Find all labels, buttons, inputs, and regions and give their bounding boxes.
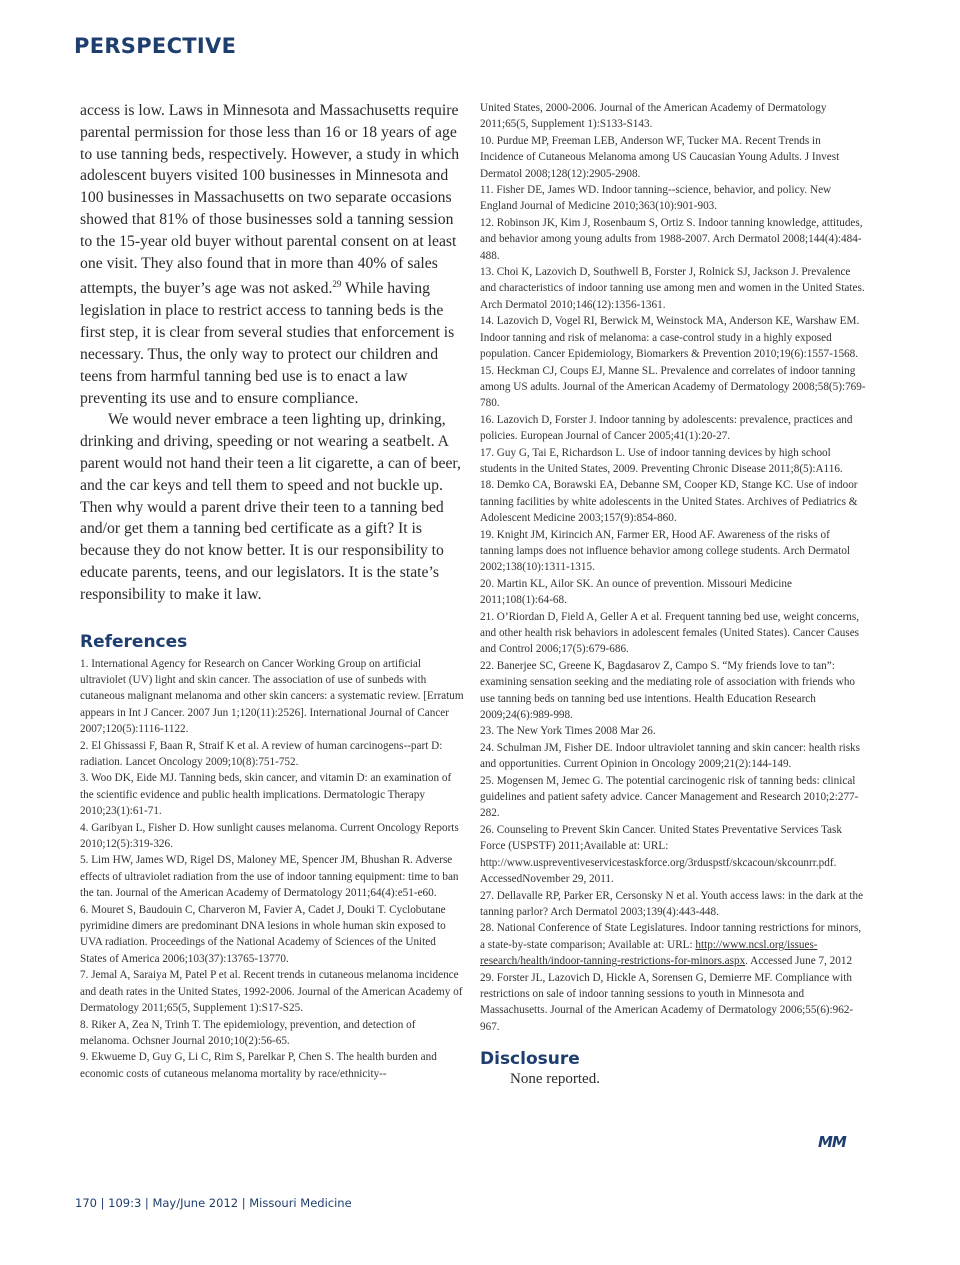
page-footer: 170 | 109:3 | May/June 2012 | Missouri Medicine bbox=[75, 1196, 352, 1210]
reference-item: 25. Mogensen M, Jemec G. The potential carcinogenic risk of tanning beds: clinical guidelines and patient safety advice. Cancer Management and Research 2010;2:277-282. bbox=[480, 774, 859, 820]
reference-item: 1. International Agency for Research on Cancer Working Group on artificial ultraviolet (UV) light and skin cancer. The association of use of sunbeds with cutaneous malignant melanoma and other skin cancers: a systematic review. [Erratum appears in Int J Cancer. 2007 Jun 1;120(11):2526]. International Journal of Cancer 2007;120(5):1116-1122. bbox=[80, 657, 464, 736]
reference-item: 21. O’Riordan D, Field A, Geller A et al. Frequent tanning bed use, weight concerns, and other health risk behaviors in adolescent females (United States). Cancer Causes and Control 2006;17(5):679-686. bbox=[480, 610, 860, 656]
reference-item: 6. Mouret S, Baudouin C, Charveron M, Favier A, Cadet J, Douki T. Cyclobutane pyrimidine dimers are predominant DNA lesions in whole human skin exposed to UVA radiation. Proceedings of the National Academy of Sciences of the United States of America 2006;103(37):13765-13770. bbox=[80, 903, 446, 965]
reference-item: 2. El Ghissassi F, Baan R, Straif K et al. A review of human carcinogens--part D: radiation. Lancet Oncology 2009;10(8):751-752. bbox=[80, 739, 443, 768]
references-heading: References bbox=[80, 631, 188, 652]
reference-item: 13. Choi K, Lazovich D, Southwell B, Forster J, Rolnick SJ, Jackson J. Prevalence and characteristics of indoor tanning use among men and women in the United States. Arch Dermatol 2010;146(12):1356-1361. bbox=[480, 266, 865, 311]
reference-item: 8. Riker A, Zea N, Trinh T. The epidemiology, prevention, and detection of melanoma. Ochsner Journal 2010;10(2):56-65. bbox=[80, 1018, 416, 1047]
left-column bbox=[80, 100, 464, 1082]
reference-item: 4. Garibyan L, Fisher D. How sunlight causes melanoma. Current Oncology Reports 2010;12(5):319-326. bbox=[80, 821, 459, 851]
reference-item: 15. Heckman CJ, Coups EJ, Manne SL. Prevalence and correlates of indoor tanning among US adults. Journal of the American Academy of Dermatology 2008;58(5):769-780. bbox=[480, 364, 866, 410]
reference-item: 5. Lim HW, James WD, Rigel DS, Maloney ME, Spencer JM, Bhushan R. Adverse effects of ultraviolet radiation from the use of indoor tanning equipment: time to ban the tan. Journal of the American Academy of Dermatology 2011;64(4):e51-e60. bbox=[80, 854, 459, 900]
reference-item: 26. Counseling to Prevent Skin Cancer. United States Preventative Services Task Force (USPSTF) 2011;Available at: URL: http://www.uspreventiveservicestaskforce.org/3rduspstf/skcacoun/skcounrr.pdf. AccessedNovember 29, 2011. bbox=[480, 823, 842, 886]
article-body bbox=[80, 100, 464, 606]
citation-superscript: 29 bbox=[332, 279, 342, 290]
reference-item: 19. Knight JM, Kirincich AN, Farmer ER, Hood AF. Awareness of the risks of tanning lamps does not influence behavior among college students. Arch Dermatol 2002;138(10):1311-1315. bbox=[480, 528, 851, 574]
reference-item: 20. Martin KL, Ailor SK. An ounce of prevention. Missouri Medicine 2011;108(1):64-68. bbox=[480, 577, 792, 607]
references-list-left bbox=[80, 656, 464, 1083]
reference-item: 23. The New York Times 2008 Mar 26. bbox=[480, 725, 656, 738]
disclosure-heading: Disclosure bbox=[480, 1049, 580, 1070]
reference-item-29: 29. Forster JL, Lazovich D, Hickle A, Sorensen G, Demierre MF. Compliance with restrictions on sale of indoor tanning sessions to youth in Minnesota and Massachusetts. Journal of the American Academy of Dermatology 2006;55(6):962-967. bbox=[480, 971, 854, 1033]
reference-item: 16. Lazovich D, Forster J. Indoor tanning by adolescents: prevalence, practices and policies. European Journal of Cancer 2005;41(1):20-27. bbox=[480, 413, 853, 443]
reference-item: 14. Lazovich D, Vogel RI, Berwick M, Weinstock MA, Anderson KE, Warshaw EM. Indoor tanning and risk of melanoma: a case-control study in a highly exposed population. Cancer Epidemiology, Biomarkers & Prevention 2010;19(6):1557-1568. bbox=[480, 315, 860, 361]
disclosure-text: None reported. bbox=[510, 1071, 600, 1088]
reference-item: 10. Purdue MP, Freeman LEB, Anderson WF, Tucker MA. Recent Trends in Incidence of Cutaneous Melanoma among US Caucasian Young Adults. J Invest Dermatol 2008;128(12):2905-2908. bbox=[480, 134, 840, 180]
missouri-medicine-logo: MM bbox=[818, 1133, 846, 1151]
reference-item-28 bbox=[480, 920, 866, 969]
reference-28-prefix: 28. National Conference of State Legislatures. Indoor tanning restrictions for minors, a state-by-state comparison; Available at: URL: bbox=[480, 922, 862, 951]
right-column bbox=[480, 100, 866, 1088]
body-paragraph-1-tail: While having legislation in place to restrict access to tanning beds is the first step, it is clear from several studies that enforcement is necessary. Thus, the only way to protect our children and teens from harmful tanning bed use is to enact a law preventing its use and to ensure compliance. bbox=[80, 280, 455, 407]
reference-28-link[interactable]: http://www.ncsl.org/issues-research/health/indoor-tanning-restrictions-for-minors.aspx bbox=[480, 938, 818, 968]
reference-item: 24. Schulman JM, Fisher DE. Indoor ultraviolet tanning and skin cancer: health risks and opportunities. Current Opinion in Oncology 2009;21(2):144-149. bbox=[480, 741, 860, 771]
reference-item: 12. Robinson JK, Kim J, Rosenbaum S, Ortiz S. Indoor tanning knowledge, attitudes, and behavior among young adults from 1988-2007. Arch Dermatol 2008;144(4):484-488. bbox=[480, 216, 863, 262]
body-paragraph-2: We would never embrace a teen lighting up, drinking, drinking and driving, speeding or not wearing a seatbelt. A parent would not hand their teen a lit cigarette, a can of beer, and the car keys and tell them to speed and not buckle up. Then why would a parent drive their teen to a tanning bed and/or get them a tanning bed certificate as a gift? It is because they do not know better. It is our responsibility to educate parents, teens, and our legislators. It is the state’s responsibility to make it law. bbox=[80, 411, 461, 603]
reference-item: 18. Demko CA, Borawski EA, Debanne SM, Cooper KD, Stange KC. Use of indoor tanning facilities by white adolescents in the United States. Archives of Pediatrics & Adolescent Medicine 2003;157(9):854-860. bbox=[480, 479, 858, 525]
references-list-right bbox=[480, 100, 866, 1035]
reference-item: 17. Guy G, Tai E, Richardson L. Use of indoor tanning devices by high school students in the United States, 2009. Preventing Chronic Disease 2011;8(5):A116. bbox=[480, 446, 843, 475]
reference-item: 11. Fisher DE, James WD. Indoor tanning--science, behavior, and policy. New England Journal of Medicine 2010;363(10):901-903. bbox=[480, 184, 832, 213]
body-paragraph-1-text: access is low. Laws in Minnesota and Massachusetts require parental permission for those less than 16 or 18 years of age to use tanning beds, respectively. However, a study in which adolescent buyers visited 100 businesses in Minnesota and 100 businesses in Massachusetts on two separate occasions showed that 81% of those businesses sold a tanning session to the 15-year old buyer without parental consent on at least one visit. They also found that in more than 40% of sales attempts, the buyer’s age was not asked. bbox=[80, 102, 460, 298]
reference-item: 9. Ekwueme D, Guy G, Li C, Rim S, Parelkar P, Chen S. The health burden and economic costs of cutaneous melanoma mortality by race/ethnicity-- bbox=[80, 1051, 437, 1080]
reference-item: 27. Dellavalle RP, Parker ER, Cersonsky N et al. Youth access laws: in the dark at the tanning parlor? Arch Dermatol 2003;139(4):443-448. bbox=[480, 889, 864, 918]
reference-item: 7. Jemal A, Saraiya M, Patel P et al. Recent trends in cutaneous melanoma incidence and death rates in the United States, 1992-2006. Journal of the American Academy of Dermatology 2011;65(5, Supplement 1):S17-S25. bbox=[80, 969, 463, 1015]
section-label: PERSPECTIVE bbox=[74, 34, 237, 58]
reference-item: 22. Banerjee SC, Greene K, Bagdasarov Z, Campo S. “My friends love to tan”: examining sensation seeking and the mediating role of association with friends who use tanning beds on tanning bed use intentions. Health Education Research 2009;24(6):989-998. bbox=[480, 659, 856, 722]
reference-item: United States, 2000-2006. Journal of the American Academy of Dermatology 2011;65(5, Supplement 1):S133-S143. bbox=[480, 102, 827, 131]
reference-28-suffix: . Accessed June 7, 2012 bbox=[745, 955, 853, 968]
body-paragraph-1 bbox=[80, 100, 464, 409]
reference-item: 3. Woo DK, Eide MJ. Tanning beds, skin cancer, and vitamin D: an examination of the scientific evidence and public health implications. Dermatologic Therapy 2010;23(1):61-71. bbox=[80, 772, 452, 818]
